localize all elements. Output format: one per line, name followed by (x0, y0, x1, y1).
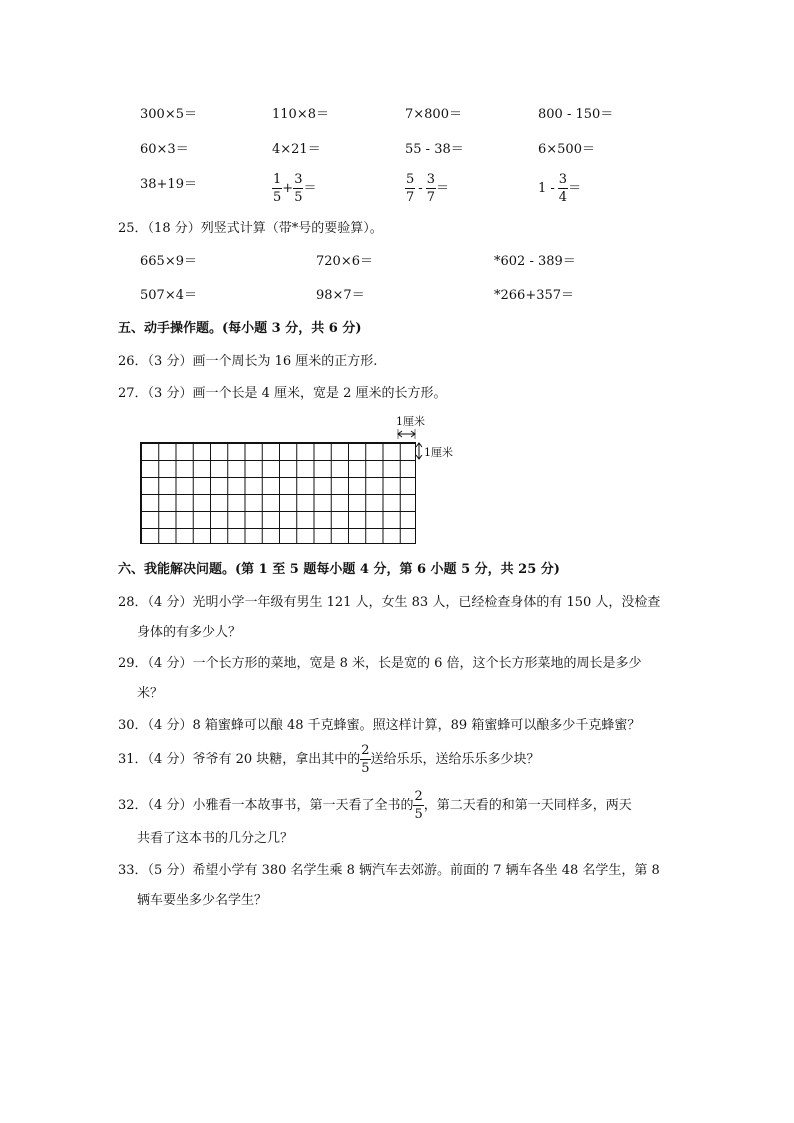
question-text: 30．（4 分）8 箱蜜蜂可以酿 48 千克蜂蜜。照这样计算，89 箱蜜蜂可以酿多少千克蜂蜜？ (118, 718, 641, 733)
fraction (360, 744, 370, 775)
fraction (426, 173, 436, 204)
question-text: 33．（5 分）希望小学有 380 名学生乘 8 辆汽车去郊游。前面的 7 辆车各坐 48 名学生，第 8 (118, 863, 660, 878)
fraction (405, 173, 415, 204)
question-text: 米？ (137, 686, 164, 701)
question-text-part: 送给乐乐，送给乐乐多少块？ (370, 752, 540, 767)
denominator: 5 (361, 761, 370, 776)
calc-item: 110×8＝ (272, 107, 329, 122)
numerator: 2 (361, 743, 370, 758)
scale-label-horizontal: 1厘米 (396, 415, 425, 428)
calc-item: *266+357＝ (494, 288, 575, 303)
calc-item: 665×9＝ (140, 254, 197, 269)
calc-item: 60×3＝ (140, 142, 189, 157)
numerator: 5 (406, 172, 415, 187)
calc-item: 38+19＝ (140, 177, 197, 192)
operator: + (282, 181, 294, 196)
question-text (118, 744, 540, 775)
operator: - (418, 181, 423, 196)
calc-item: 6×500＝ (538, 142, 595, 157)
scale-arrow-horizontal (396, 428, 418, 440)
numerator: 3 (426, 172, 435, 187)
question-text: 辆车要坐多少名学生？ (137, 893, 268, 908)
fraction-expression (405, 173, 449, 204)
calc-item: 98×7＝ (316, 288, 365, 303)
calc-item: 300×5＝ (140, 107, 197, 122)
numerator: 3 (558, 172, 568, 187)
question-text-part: ，第二天看的和第一天同样多，两天 (423, 798, 632, 813)
calc-item: 55 - 38＝ (405, 142, 464, 157)
denominator: 5 (414, 807, 423, 822)
fraction (558, 173, 568, 204)
question-text (118, 790, 632, 821)
fraction-expression (538, 173, 581, 204)
question-text: 共看了这本书的几分之几？ (137, 831, 294, 846)
question-text: 26．（3 分）画一个周长为 16 厘米的正方形. (118, 354, 378, 369)
calc-item: 507×4＝ (140, 288, 197, 303)
section-heading: 五、动手操作题。(每小题 3 分，共 6 分) (118, 321, 362, 336)
equals: ＝ (303, 181, 317, 196)
question-title: 25．（18 分）列竖式计算（带*号的要验算）。 (118, 221, 383, 236)
numerator: 3 (294, 172, 303, 187)
square-grid[interactable] (140, 442, 416, 544)
denominator: 5 (294, 190, 303, 205)
fraction (272, 173, 282, 204)
fraction (413, 790, 423, 821)
question-text: 27．（3 分）画一个长是 4 厘米，宽是 2 厘米的长方形。 (118, 386, 447, 401)
scale-label-vertical: 1厘米 (424, 446, 453, 459)
question-text-part: 32．（4 分）小雅看一本故事书，第一天看了全书的 (118, 798, 414, 813)
numerator: 1 (273, 172, 282, 187)
fraction-expression (272, 173, 316, 204)
denominator: 7 (426, 190, 435, 205)
equals: ＝ (435, 181, 449, 196)
fraction (293, 173, 303, 204)
question-text: 29．（4 分）一个长方形的菜地，宽是 8 米，长是宽的 6 倍，这个长方形菜地的周长是多少 (118, 656, 642, 671)
calc-item: 7×800＝ (405, 107, 462, 122)
question-text-part: 31．（4 分）爷爷有 20 块糖，拿出其中的 (118, 752, 361, 767)
question-text: 身体的有多少人？ (137, 625, 242, 640)
calc-item: 800 - 150＝ (538, 107, 614, 122)
equals: ＝ (568, 181, 582, 196)
calc-item: 720×6＝ (316, 254, 373, 269)
denominator: 7 (406, 190, 415, 205)
denominator: 5 (273, 190, 282, 205)
question-text: 28．（4 分）光明小学一年级有男生 121 人，女生 83 人，已经检查身体的有 150 人，没检查 (118, 595, 661, 610)
calc-item: 4×21＝ (272, 142, 321, 157)
section-heading: 六、我能解决问题。(第 1 至 5 题每小题 4 分，第 6 小题 5 分，共 25 分) (118, 562, 560, 577)
denominator: 4 (558, 190, 568, 205)
operator: 1 - (538, 181, 555, 196)
calc-item: *602 - 389＝ (494, 254, 576, 269)
numerator: 2 (414, 789, 423, 804)
